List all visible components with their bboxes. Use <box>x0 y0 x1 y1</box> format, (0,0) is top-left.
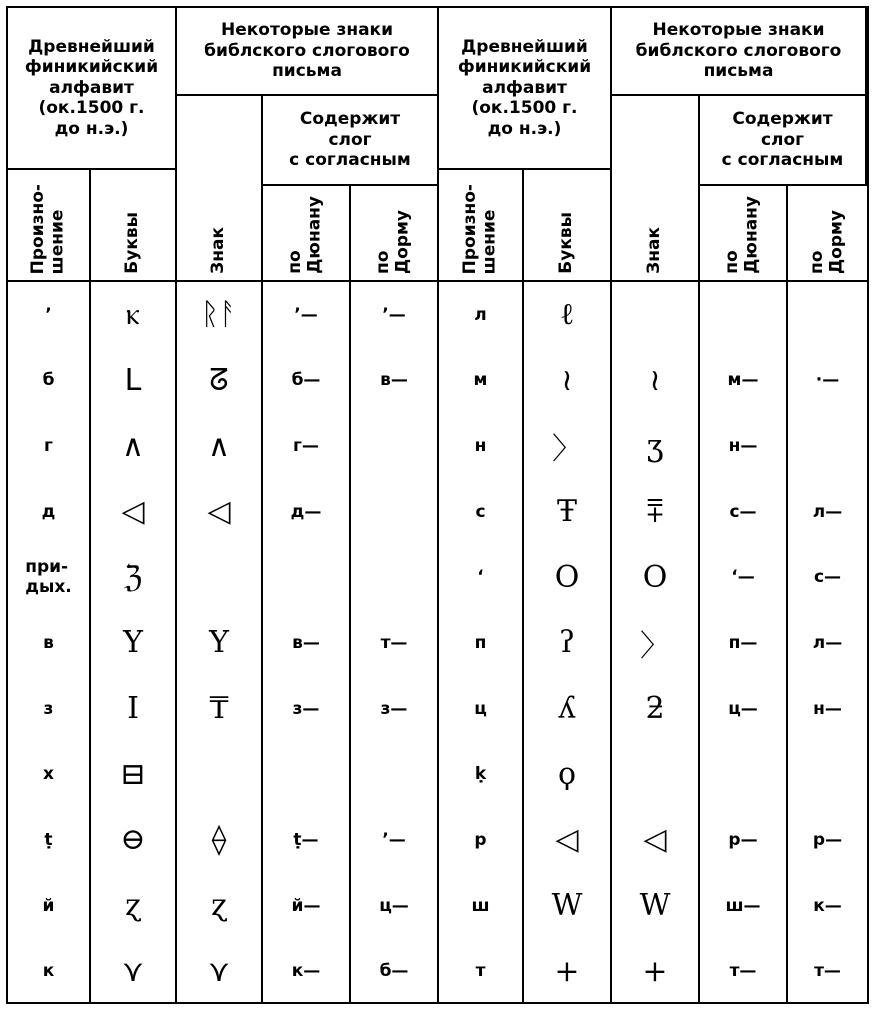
right-row-7-dunand <box>700 741 788 807</box>
left-row-0-dorm: ’— <box>351 282 439 348</box>
right-row-6-pron: ц <box>439 676 524 742</box>
left-row-3-pron: д <box>8 479 91 545</box>
left-row-9-pron: й <box>8 873 91 939</box>
header-sign-right: Знак <box>612 96 700 282</box>
left-row-5-letter: Y <box>91 610 177 676</box>
left-row-5-dunand: в— <box>263 610 351 676</box>
left-row-8-sign: ⟠ <box>177 807 263 873</box>
left-row-8-letter: ⊖ <box>91 807 177 873</box>
right-row-7-pron: ḳ <box>439 741 524 807</box>
left-row-7-letter: ⊟ <box>91 741 177 807</box>
left-row-7-pron: х <box>8 741 91 807</box>
header-dorm-right: по Дорму <box>788 186 867 282</box>
right-row-4-letter: O <box>524 545 612 611</box>
header-dorm-left: по Дорму <box>351 186 439 282</box>
left-row-8-dorm: ’— <box>351 807 439 873</box>
left-row-6-letter: I <box>91 676 177 742</box>
left-row-6-pron: з <box>8 676 91 742</box>
header-contains-left: Содержит слог с согласным <box>263 96 439 186</box>
header-byblos-right: Некоторые знаки библского слогового письма <box>612 8 867 96</box>
right-row-7-dorm <box>788 741 867 807</box>
left-row-0-letter: ⲕ <box>91 282 177 348</box>
left-row-5-pron: в <box>8 610 91 676</box>
right-row-1-sign: ≀ <box>612 348 700 414</box>
right-row-1-pron: м <box>439 348 524 414</box>
header-dunand-right: по Дюнану <box>700 186 788 282</box>
left-row-4-letter: ℨ <box>91 545 177 611</box>
left-row-3-letter: ◁ <box>91 479 177 545</box>
left-row-9-dunand: й— <box>263 873 351 939</box>
left-row-2-dunand: г— <box>263 413 351 479</box>
right-row-0-pron: л <box>439 282 524 348</box>
left-row-10-letter: ⋎ <box>91 938 177 1004</box>
left-row-10-dorm: б— <box>351 938 439 1004</box>
right-row-7-letter: ϙ <box>524 741 612 807</box>
right-row-5-dorm: л— <box>812 632 843 653</box>
right-row-0-sign <box>612 282 700 348</box>
header-letters-right: Буквы <box>524 170 612 282</box>
left-row-9-dorm: ц— <box>351 873 439 939</box>
left-row-10-pron: к <box>8 938 91 1004</box>
right-row-10-dorm: т— <box>814 961 841 982</box>
right-row-8-letter: ◁ <box>524 807 612 873</box>
right-row-0-letter: ℓ <box>524 282 612 348</box>
right-row-6-sign: ƻ <box>612 676 700 742</box>
right-row-2-sign: ʒ <box>612 413 700 479</box>
left-row-2-sign: ∧ <box>177 413 263 479</box>
left-row-3-dunand: д— <box>263 479 351 545</box>
left-row-9-letter: ɀ <box>91 873 177 939</box>
right-row-6-dorm: н— <box>813 698 842 719</box>
header-pron-left: Произно- шение <box>8 170 91 282</box>
left-row-5-sign: Y <box>177 610 263 676</box>
header-letters-left: Буквы <box>91 170 177 282</box>
right-row-4-pron: ‘ <box>439 545 524 611</box>
left-row-4-sign <box>177 545 263 611</box>
right-row-10-pron: т <box>439 938 524 1004</box>
right-row-3-letter: Ŧ <box>524 479 612 545</box>
header-pron-right: Произно- шение <box>439 170 524 282</box>
right-row-9-pron: ш <box>439 873 524 939</box>
right-row-8-dunand: р— <box>700 807 788 873</box>
right-row-3-pron: с <box>439 479 524 545</box>
right-row-7-sign <box>612 741 700 807</box>
right-row-1-dorm: ·— <box>815 370 840 391</box>
right-row-6-dunand: ц— <box>700 676 788 742</box>
right-row-2-dunand: н— <box>700 413 788 479</box>
left-row-4-dorm <box>351 545 439 611</box>
right-row-8-sign: ◁ <box>612 807 700 873</box>
left-row-2-dorm <box>351 413 439 479</box>
right-row-2-dorm <box>788 413 867 479</box>
left-row-0-pron: ’ <box>8 282 91 348</box>
right-row-4-sign: O <box>612 545 700 611</box>
left-row-1-pron: б <box>8 348 91 414</box>
left-row-7-sign <box>177 741 263 807</box>
header-dunand-left: по Дюнану <box>263 186 351 282</box>
right-row-8-pron: р <box>439 807 524 873</box>
right-row-9-dorm: к— <box>813 895 842 916</box>
right-row-10-dunand: т— <box>700 938 788 1004</box>
left-row-1-dorm: в— <box>351 348 439 414</box>
left-row-1-sign: ᘔ <box>177 348 263 414</box>
left-row-6-sign: ₸ <box>177 676 263 742</box>
right-row-5-letter: ʔ <box>524 610 612 676</box>
right-row-10-sign: + <box>612 938 700 1004</box>
left-row-8-dunand: ṭ— <box>263 807 351 873</box>
right-row-0-dunand <box>700 282 788 348</box>
left-row-0-dunand: ’— <box>263 282 351 348</box>
right-row-8-dorm: р— <box>812 829 843 850</box>
left-row-8-pron: ṭ <box>8 807 91 873</box>
right-row-1-dunand: м— <box>700 348 788 414</box>
right-row-3-dunand: с— <box>700 479 788 545</box>
left-row-7-dorm <box>351 741 439 807</box>
right-row-5-pron: п <box>439 610 524 676</box>
right-row-9-letter: W <box>524 873 612 939</box>
left-row-5-dorm: т— <box>351 610 439 676</box>
header-byblos-left: Некоторые знаки библского слогового письма <box>177 8 439 96</box>
left-row-3-dorm <box>351 479 439 545</box>
right-row-4-dorm: с— <box>813 567 842 588</box>
left-row-1-dunand: б— <box>263 348 351 414</box>
left-row-2-letter: ∧ <box>91 413 177 479</box>
left-row-7-dunand <box>263 741 351 807</box>
right-row-0-dorm <box>788 282 867 348</box>
header-phoenician-left: Древнейший финикийский алфавит (ок.1500 г. до н.э.) <box>8 8 177 170</box>
left-row-0-sign: ᚱᚨ <box>177 282 263 348</box>
left-row-1-letter: ᒪ <box>91 348 177 414</box>
right-row-9-dunand: ш— <box>700 873 788 939</box>
left-row-10-sign: ⋎ <box>177 938 263 1004</box>
right-row-3-dorm: л— <box>812 501 843 522</box>
right-row-9-sign: W <box>612 873 700 939</box>
left-row-10-dunand: к— <box>263 938 351 1004</box>
left-row-2-pron: г <box>8 413 91 479</box>
header-phoenician-right: Древнейший финикийский алфавит (ок.1500 г. до н.э.) <box>439 8 612 170</box>
right-row-1-letter: ≀ <box>524 348 612 414</box>
header-contains-right: Содержит слог с согласным <box>700 96 867 186</box>
right-row-6-letter: ʎ <box>524 676 612 742</box>
left-row-6-dunand: з— <box>263 676 351 742</box>
left-row-4-pron: при- дых. <box>8 545 91 611</box>
left-row-4-dunand <box>263 545 351 611</box>
header-sign-left: Знак <box>177 96 263 282</box>
right-row-4-dunand: ‘— <box>700 545 788 611</box>
left-row-9-sign: ɀ <box>177 873 263 939</box>
right-row-2-pron: н <box>439 413 524 479</box>
right-row-2-letter: 〉 <box>524 413 612 479</box>
left-row-6-dorm: з— <box>351 676 439 742</box>
right-row-5-dunand: п— <box>700 610 788 676</box>
left-row-3-sign: ◁ <box>177 479 263 545</box>
right-row-3-sign: ⩱ <box>612 479 700 545</box>
right-row-10-letter: + <box>524 938 612 1004</box>
right-row-5-sign: 〉 <box>612 610 700 676</box>
